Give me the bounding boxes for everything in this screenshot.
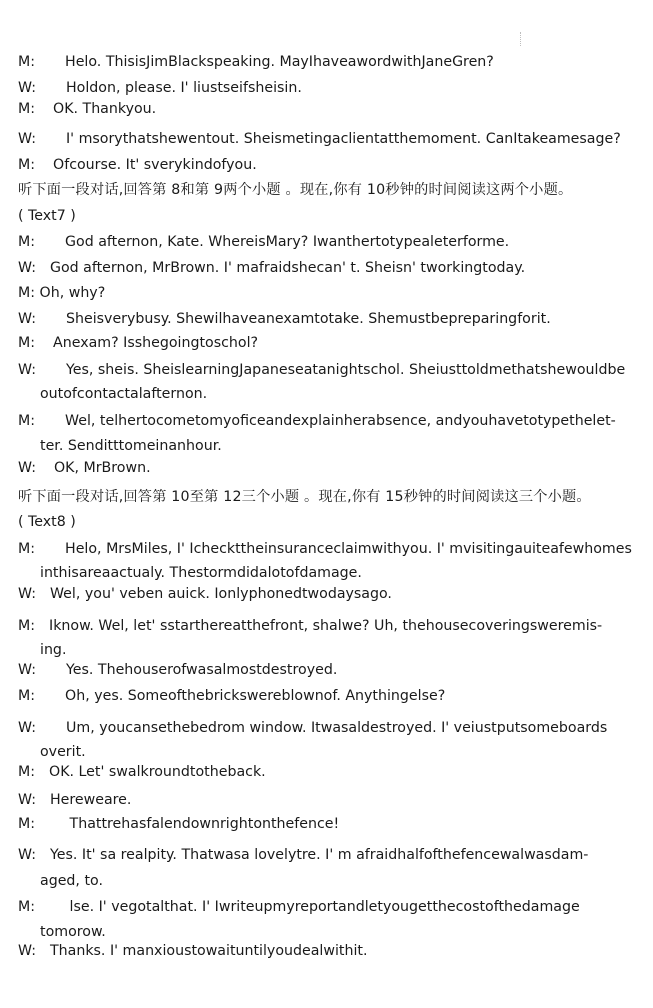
section-heading: ( Text8 )	[18, 514, 76, 530]
section-instruction: 听下面一段对话,回答第 8和第 9两个小题 。现在,你有 10秒钟的时间阅读这两个小题。	[18, 182, 573, 198]
dialog-line: W: Yes. It' sa realpity. Thatwasa lovelytre. I' m afraidhalfofthefencewalwasdam-	[18, 847, 589, 863]
dialog-line: W: I' msorythatshewentout. Sheismetingaclientatthemoment. CanItakeamesage?	[18, 131, 621, 147]
dialog-line-continued: outofcontactalafternon.	[40, 386, 208, 402]
dialog-line: M: God afternon, Kate. WhereisMary? Iwanthertotypealeterforme.	[18, 234, 510, 250]
dialog-line: M: Iknow. Wel, let' sstarthereatthefront, shalwe? Uh, thehousecoveringsweremis-	[18, 618, 603, 634]
section-heading: ( Text7 )	[18, 208, 76, 224]
section-instruction: 听下面一段对话,回答第 10至第 12三个小题 。现在,你有 15秒钟的时间阅读这三个小题。	[18, 489, 591, 505]
dialog-line: W: Yes, sheis. SheislearningJapaneseatanightschol. Sheiusttoldmethatshewouldbe	[18, 362, 626, 378]
dialog-line: M: Helo. ThisisJimBlackspeaking. MayIhaveawordwithJaneGren?	[18, 54, 494, 70]
dialog-line: W: Um, youcansethebedrom window. Itwasaldestroyed. I' veiustputsomeboards	[18, 720, 608, 736]
dialog-line-continued: tomorow.	[40, 924, 106, 940]
dialog-line: W: Yes. Thehouserofwasalmostdestroyed.	[18, 662, 338, 678]
scan-mark	[520, 32, 522, 46]
dialog-line: M: Ofcourse. It' sverykindofyou.	[18, 157, 257, 173]
dialog-line: W: God afternon, MrBrown. I' mafraidshecan' t. Sheisn' tworkingtoday.	[18, 260, 526, 276]
dialog-line: W: Hereweare.	[18, 792, 132, 808]
dialog-line-continued: overit.	[40, 744, 86, 760]
dialog-line: M: Wel, telhertocometomyoficeandexplainherabsence, andyouhavetotypethelet-	[18, 413, 616, 429]
dialog-line: W: OK, MrBrown.	[18, 460, 151, 476]
dialog-line: M: OK. Thankyou.	[18, 101, 157, 117]
dialog-line: M: Oh, why?	[18, 285, 106, 301]
dialog-line: M: OK. Let' swalkroundtotheback.	[18, 764, 266, 780]
dialog-line: M: lse. I' vegotalthat. I' Iwriteupmyreportandletyougetthecostofthedamage	[18, 899, 580, 915]
dialog-line: M: Thattrehasfalendownrightonthefence!	[18, 816, 340, 832]
dialog-line-continued: inthisareaactualy. Thestormdidalotofdamage.	[40, 565, 362, 581]
dialog-line: M: Oh, yes. Someofthebrickswereblownof. Anythingelse?	[18, 688, 446, 704]
dialog-line: W: Thanks. I' manxioustowaituntilyoudealwithit.	[18, 943, 368, 959]
dialog-line: M: Anexam? Isshegoingtoschol?	[18, 335, 259, 351]
dialog-line-continued: ter. Senditttomeinanhour.	[40, 438, 222, 454]
dialog-line: W: Wel, you' veben auick. Ionlyphonedtwodaysago.	[18, 586, 392, 602]
dialog-line: W: Sheisverybusy. Shewilhaveanexamtotake. Shemustbepreparingforit.	[18, 311, 551, 327]
dialog-line: W: Holdon, please. I' liustseifsheisin.	[18, 80, 302, 96]
dialog-line-continued: ing.	[40, 642, 67, 658]
dialog-line: M: Helo, MrsMiles, I' Icheckttheinsuranceclaimwithyou. I' mvisitingauiteafewhomes	[18, 541, 632, 557]
dialog-line-continued: aged, to.	[40, 873, 103, 889]
